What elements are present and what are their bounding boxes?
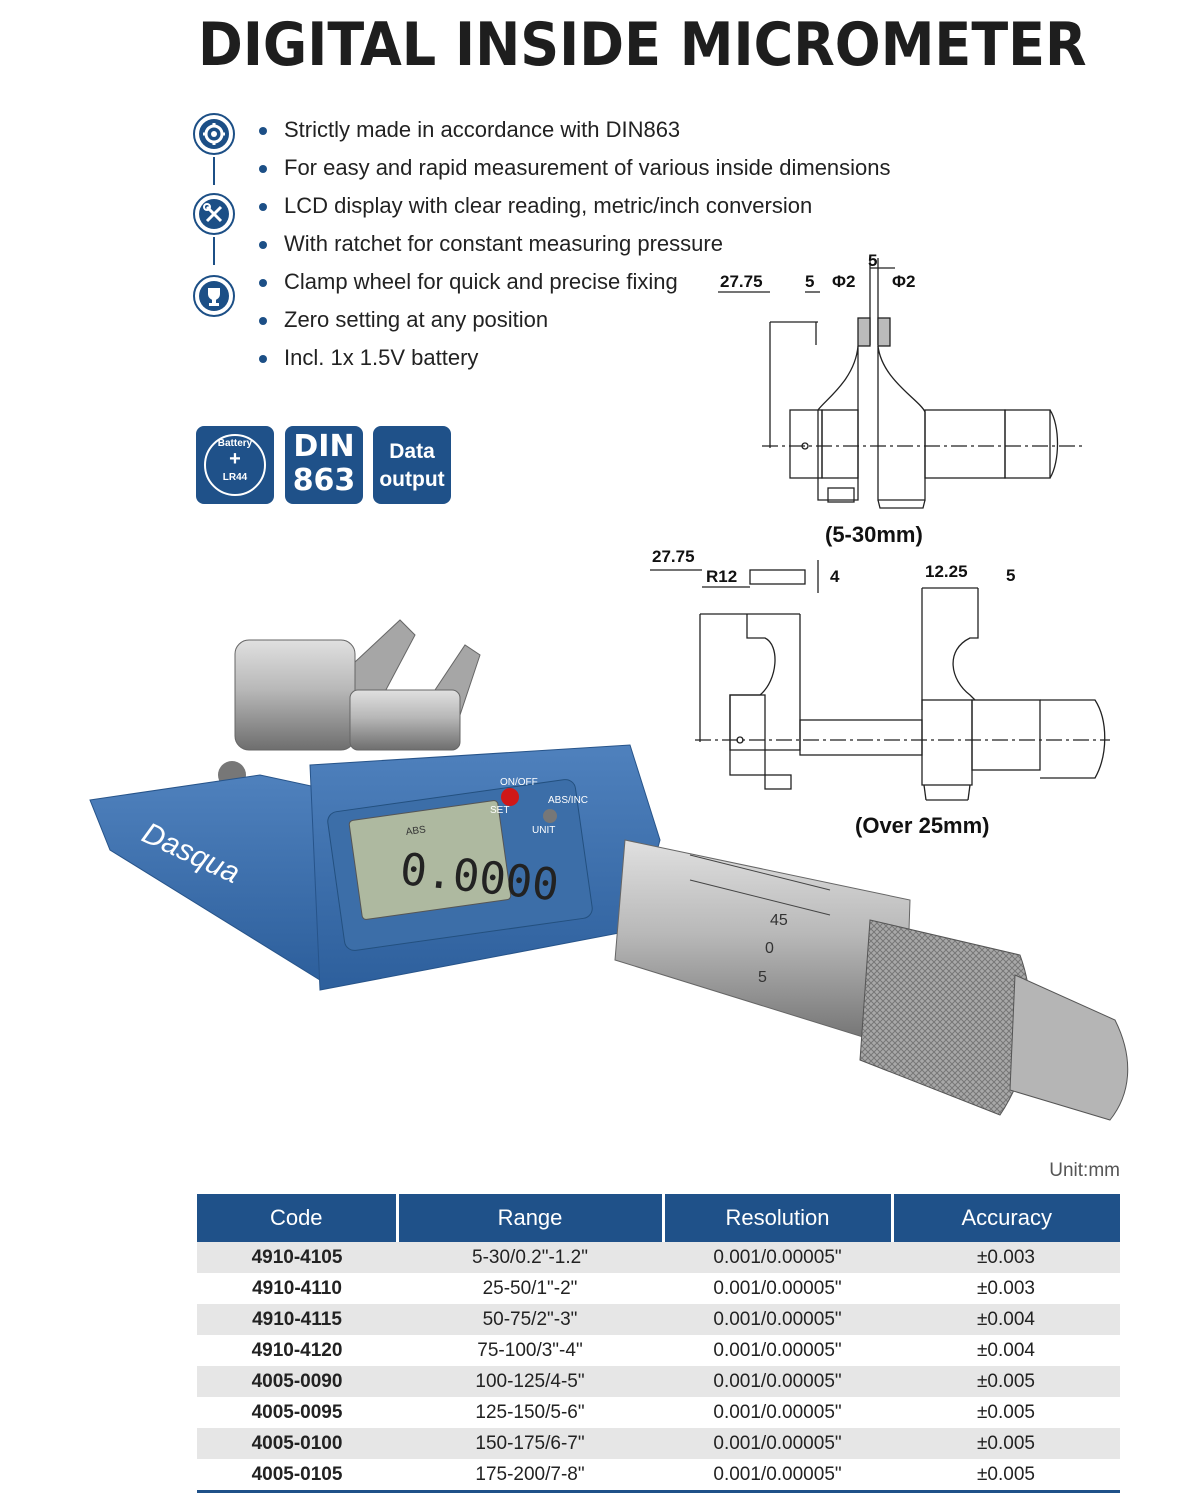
range-cell: 25-50/1"-2"	[397, 1273, 663, 1304]
connector-line	[213, 157, 215, 185]
code-cell: 4910-4110	[197, 1273, 397, 1304]
trophy-icon	[193, 275, 235, 317]
accuracy-cell: ±0.004	[892, 1304, 1120, 1335]
resolution-cell: 0.001/0.00005"	[663, 1335, 892, 1366]
list-item: Strictly made in accordance with DIN863	[256, 112, 891, 150]
feature-icon-column	[193, 113, 239, 323]
accuracy-cell: ±0.005	[892, 1366, 1120, 1397]
resolution-cell: 0.001/0.00005"	[663, 1273, 892, 1304]
page-title: DIGITAL INSIDE MICROMETER	[198, 10, 1087, 80]
range-cell: 100-125/4-5"	[397, 1366, 663, 1397]
lcd-reading: 0.0000	[397, 843, 562, 912]
range-cell: 125-150/5-6"	[397, 1397, 663, 1428]
code-cell: 4005-0095	[197, 1397, 397, 1428]
code-cell: 4910-4120	[197, 1335, 397, 1366]
column-header: Range	[397, 1194, 663, 1242]
code-cell: 4005-0105	[197, 1459, 397, 1492]
resolution-cell: 0.001/0.00005"	[663, 1242, 892, 1273]
accuracy-cell: ±0.005	[892, 1428, 1120, 1459]
resolution-cell: 0.001/0.00005"	[663, 1304, 892, 1335]
table-row	[197, 1335, 1120, 1366]
list-item: With ratchet for constant measuring pressure	[256, 226, 891, 264]
diagram-caption: (Over 25mm)	[855, 813, 990, 838]
range-cell: 175-200/7-8"	[397, 1459, 663, 1492]
list-item: For easy and rapid measurement of various inside dimensions	[256, 150, 891, 188]
code-cell: 4005-0100	[197, 1428, 397, 1459]
thimble-mark: 45	[770, 912, 788, 929]
table-row	[197, 1304, 1120, 1335]
thimble-mark: 5	[758, 969, 767, 986]
list-item: Incl. 1x 1.5V battery	[256, 340, 891, 378]
micrometer-product-image	[70, 590, 1140, 1150]
accuracy-cell: ±0.004	[892, 1335, 1120, 1366]
din-badge: DIN 863	[285, 426, 363, 504]
dim-label: 5	[868, 251, 878, 270]
range-cell: 75-100/3"-4"	[397, 1335, 663, 1366]
table-row	[197, 1459, 1120, 1492]
brand-logo: Dasqua	[137, 816, 245, 891]
table-row	[197, 1273, 1120, 1304]
dim-label: 12.25	[925, 562, 968, 581]
accuracy-cell: ±0.003	[892, 1273, 1120, 1304]
resolution-cell: 0.001/0.00005"	[663, 1459, 892, 1492]
dim-label: 27.75	[652, 547, 695, 566]
display-label: ABS	[405, 824, 427, 839]
column-header: Code	[197, 1194, 397, 1242]
power-button-label: ON/OFF	[500, 777, 538, 788]
table-header-row	[197, 1194, 1120, 1242]
dim-label: Φ2	[892, 272, 916, 291]
resolution-cell: 0.001/0.00005"	[663, 1366, 892, 1397]
table-row	[197, 1397, 1120, 1428]
table-row	[197, 1366, 1120, 1397]
accuracy-cell: ±0.005	[892, 1459, 1120, 1492]
dim-label: 27.75	[720, 272, 763, 291]
list-item: Zero setting at any position	[256, 302, 891, 340]
code-cell: 4910-4115	[197, 1304, 397, 1335]
resolution-cell: 0.001/0.00005"	[663, 1428, 892, 1459]
battery-badge: Battery + LR44	[196, 426, 274, 504]
range-cell: 50-75/2"-3"	[397, 1304, 663, 1335]
data-output-badge: Data output	[373, 426, 451, 504]
diagram-caption: (5-30mm)	[825, 522, 923, 547]
accuracy-cell: ±0.005	[892, 1397, 1120, 1428]
gear-icon	[193, 113, 235, 155]
table-row	[197, 1242, 1120, 1273]
dim-label: 5	[1006, 566, 1016, 585]
power-button[interactable]	[501, 788, 519, 806]
accuracy-cell: ±0.003	[892, 1242, 1120, 1273]
dim-label: 5	[805, 272, 815, 291]
unit-label: Unit:mm	[1049, 1160, 1120, 1181]
dim-label: Φ2	[832, 272, 856, 291]
unit-button[interactable]	[543, 809, 557, 823]
code-cell: 4005-0090	[197, 1366, 397, 1397]
list-item: Clamp wheel for quick and precise fixing	[256, 264, 891, 302]
connector-line	[213, 237, 215, 265]
resolution-cell: 0.001/0.00005"	[663, 1397, 892, 1428]
dim-label: R12	[706, 567, 738, 586]
thimble-mark: 0	[765, 940, 774, 957]
column-header: Resolution	[663, 1194, 892, 1242]
column-header: Accuracy	[892, 1194, 1120, 1242]
code-cell: 4910-4105	[197, 1242, 397, 1273]
range-cell: 5-30/0.2"-1.2"	[397, 1242, 663, 1273]
abs-button-label: ABS/INC	[548, 795, 589, 806]
spec-table	[197, 1194, 1120, 1493]
unit-button-label: UNIT	[532, 825, 556, 836]
dim-label: 4	[830, 567, 840, 586]
table-row	[197, 1428, 1120, 1459]
diagram-top	[718, 258, 1085, 508]
set-button-label: SET	[490, 805, 510, 816]
tools-icon	[193, 193, 235, 235]
range-cell: 150-175/6-7"	[397, 1428, 663, 1459]
list-item: LCD display with clear reading, metric/inch conversion	[256, 188, 891, 226]
